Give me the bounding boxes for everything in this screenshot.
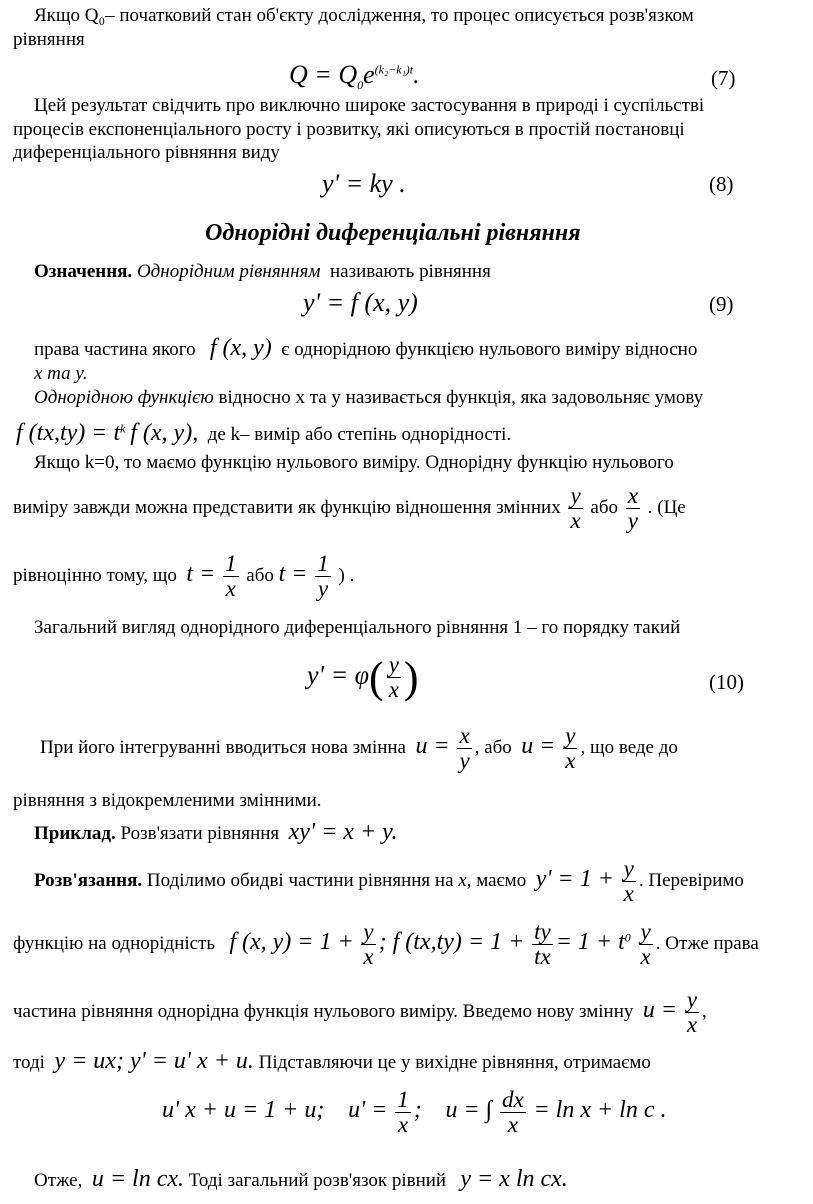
equation-number: (9) <box>709 292 734 316</box>
text-line: диференціального рівняння виду <box>13 142 280 163</box>
integration-line: u' x + u = 1 + u; u' = $\frac{1}{x}$ ; u = ∫ $\frac{dx}{x}$ = ln x + ln c . <box>162 1087 667 1138</box>
text-line: При його інтегруванні вводиться нова змінна u = $\frac{x}{y}$ , або u = $\frac{y}{x}$ , що веде до <box>40 723 678 774</box>
example-line: Приклад. Розв'язати рівняння xy' = x + y. <box>34 819 398 845</box>
fraction: $\frac{1}{y}$ <box>317 551 329 602</box>
text-line: Загальний вигляд однорідного диференціального рівняння 1 – го порядку такий <box>34 617 681 638</box>
text-line: рівняння з відокремленими змінними. <box>13 790 322 811</box>
text-line: виміру завжди можна представити як функцію відношення змінних $\frac{y}{x}$ або $\frac{x}{y}$ . (Це <box>13 483 686 534</box>
definition-line: Означення. Однорідним рівнянням називають рівняння <box>34 261 491 282</box>
equation-number: (8) <box>709 172 734 196</box>
fraction: $\frac{x}{y}$ <box>459 723 470 774</box>
fraction: $\frac{y}{x}$ <box>640 919 651 970</box>
text-line: x та y. <box>34 363 88 384</box>
fraction: $\frac{dx}{x}$ <box>501 1087 524 1138</box>
fraction: $\frac{y}{x}$ <box>570 483 581 534</box>
text-line: Розв'язання. Поділимо обидві частини рівняння на x, маємо y' = 1 + $\frac{y}{x}$ . Перевіримо <box>34 856 744 907</box>
fraction: $\frac{y}{x}$ <box>565 723 576 774</box>
equation-8: y' = ky . <box>322 169 406 198</box>
equation-number: (10) <box>709 670 744 694</box>
text-line: Цей результат свідчить про виключно широке застосування в природі і суспільстві <box>34 95 705 116</box>
text-line: процесів експоненціального росту і розвитку, які описуються в простій постановці <box>13 119 685 140</box>
text-line: f $(tx,ty) = t^k$ f (x, y), де k– вимір або степінь однорідності. <box>16 420 512 446</box>
text-line: рівноцінно тому, що t = $\frac{1}{x}$ або t = $\frac{1}{y}$ ) . <box>13 551 355 602</box>
fraction: $\frac{y}{x}$ <box>623 856 634 907</box>
section-heading: Однорідні диференціальні рівняння <box>205 220 581 246</box>
text-line: Якщо Q₀– початковий стан об'єкту дослідження, то процес описується розв'язком <box>34 5 694 26</box>
equation-number: (7) <box>711 66 736 90</box>
text-line: тоді y = ux; y' = u' x + u. Підставляючи це у вихідне рівняння, отримаємо <box>13 1048 651 1074</box>
text-line: права частина якого f (x, y) є однорідною функцією нульового виміру відносно <box>34 335 698 361</box>
text-line: рівняння <box>13 29 85 50</box>
text-line: Однорідною функцією відносно x та y називається функція, яка задовольняє умову <box>34 387 704 408</box>
text-line: функцію на однорідність f (x, y) = 1 + $\frac{y}{x}$ ; f (tx,ty) = 1 + $\frac{ty}{tx}$ = $1 + t^0$ $\frac{y}{x}$ . Отже права <box>13 919 759 970</box>
equation-9: y' = f (x, y) <box>303 288 418 317</box>
fraction: $\frac{1}{x}$ <box>225 551 237 602</box>
fraction: $\frac{1}{x}$ <box>397 1087 409 1138</box>
fraction: $\frac{ty}{tx}$ <box>534 919 551 970</box>
equation-7: $Q = Q_0e^{(k_2-k_1)t}$. <box>289 60 420 93</box>
equation-10: y' = φ( $\frac{y}{x}$ ) <box>307 651 419 702</box>
fraction: $\frac{y}{x}$ <box>363 919 374 970</box>
text-line: частина рівняння однорідна функція нульового виміру. Введемо нову змінну u = $\frac{y}{x}$ , <box>13 987 707 1038</box>
fraction: $\frac{y}{x}$ <box>686 987 698 1038</box>
text-line: Отже, u = ln cx. Тоді загальний розв'язок рівний y = x ln cx. <box>34 1166 568 1192</box>
fraction: $\frac{x}{y}$ <box>627 483 638 534</box>
text-line: Якщо k=0, то маємо функцію нульового виміру. Однорідну функцію нульового <box>34 452 674 473</box>
